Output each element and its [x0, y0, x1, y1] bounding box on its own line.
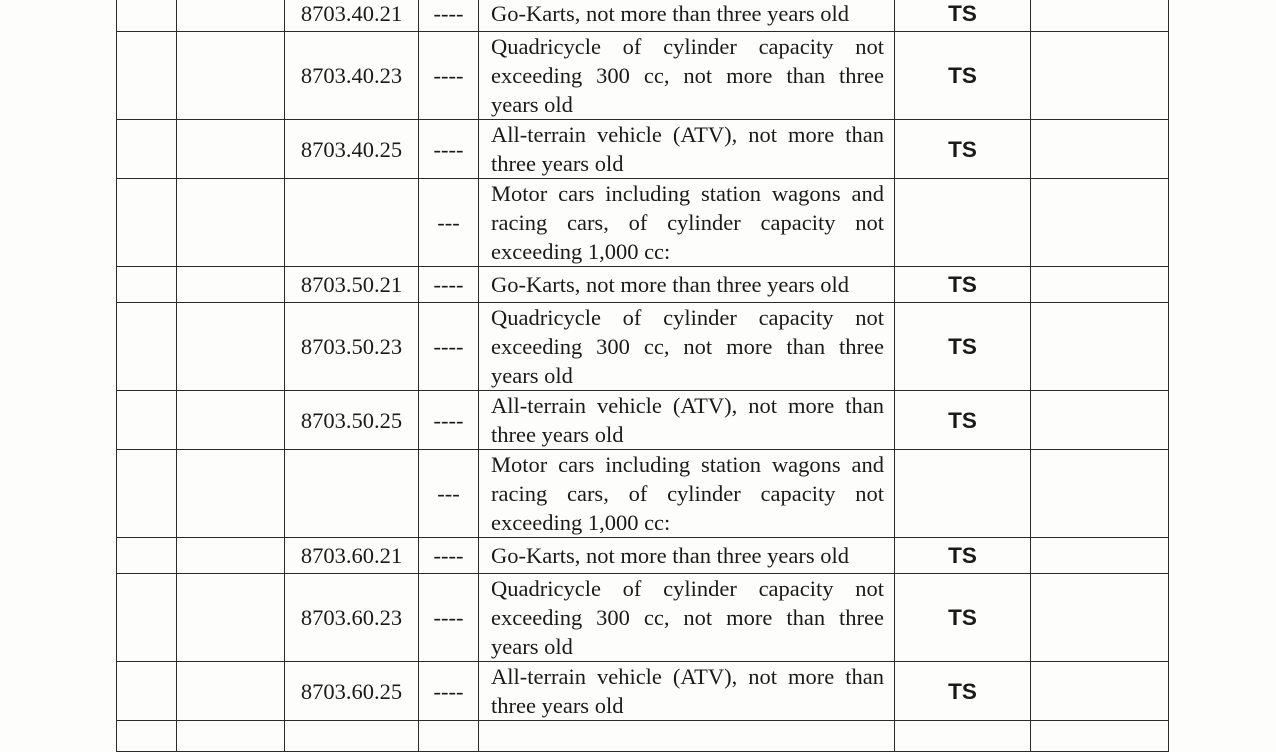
empty-cell — [1031, 120, 1169, 179]
table-row — [117, 120, 1169, 179]
description: All-terrain vehicle (ATV), not more than three years old — [479, 120, 895, 179]
level-dashes: ---- — [419, 662, 479, 721]
empty-cell — [1031, 450, 1169, 538]
empty-cell — [177, 450, 285, 538]
empty-cell — [117, 179, 177, 267]
empty-cell — [177, 721, 285, 752]
level-dashes: ---- — [419, 267, 479, 303]
category — [895, 450, 1031, 538]
empty-cell — [1031, 179, 1169, 267]
category: TS — [895, 391, 1031, 450]
category: TS — [895, 574, 1031, 662]
tariff-code: 8703.60.23 — [285, 574, 419, 662]
empty-cell — [117, 450, 177, 538]
empty-cell — [1031, 538, 1169, 574]
tariff-code: 8703.40.25 — [285, 120, 419, 179]
table-row — [117, 721, 1169, 752]
tariff-code: 8703.60.25 — [285, 662, 419, 721]
description: Go-Karts, not more than three years old — [479, 267, 895, 303]
category: TS — [895, 662, 1031, 721]
description: All-terrain vehicle (ATV), not more than three years old — [479, 391, 895, 450]
description: Quadricycle of cylinder capacity not exceeding 300 cc, not more than three years old — [479, 574, 895, 662]
tariff-code — [285, 450, 419, 538]
empty-cell — [117, 391, 177, 450]
description: Go-Karts, not more than three years old — [479, 538, 895, 574]
description: Quadricycle of cylinder capacity not exceeding 300 cc, not more than three years old — [479, 32, 895, 120]
empty-cell — [117, 574, 177, 662]
empty-cell — [1031, 662, 1169, 721]
empty-cell — [177, 538, 285, 574]
tariff-code — [285, 179, 419, 267]
description: Quadricycle of cylinder capacity not exceeding 300 cc, not more than three years old — [479, 303, 895, 391]
empty-cell — [177, 179, 285, 267]
level-dashes: --- — [419, 179, 479, 267]
empty-cell — [177, 662, 285, 721]
table-row — [117, 179, 1169, 267]
description: All-terrain vehicle (ATV), not more than three years old — [479, 662, 895, 721]
empty-cell — [177, 574, 285, 662]
category: TS — [895, 32, 1031, 120]
category — [895, 179, 1031, 267]
empty-cell — [117, 267, 177, 303]
description: Go-Karts, not more than three years old — [479, 0, 895, 32]
category: TS — [895, 0, 1031, 32]
empty-cell — [177, 267, 285, 303]
empty-cell — [177, 391, 285, 450]
level-dashes: ---- — [419, 303, 479, 391]
table-row — [117, 450, 1169, 538]
empty-cell — [1031, 391, 1169, 450]
level-dashes: ---- — [419, 574, 479, 662]
level-dashes: ---- — [419, 538, 479, 574]
level-dashes: --- — [419, 450, 479, 538]
category: TS — [895, 538, 1031, 574]
empty-cell — [177, 0, 285, 32]
tariff-table — [116, 0, 1169, 752]
empty-cell — [1031, 721, 1169, 752]
table-row — [117, 267, 1169, 303]
description: Motor cars including station wagons and racing cars, of cylinder capacity not exceeding 1,000 cc: — [479, 450, 895, 538]
empty-cell — [285, 721, 419, 752]
empty-cell — [1031, 267, 1169, 303]
empty-cell — [1031, 303, 1169, 391]
empty-cell — [117, 538, 177, 574]
category: TS — [895, 267, 1031, 303]
empty-cell — [117, 662, 177, 721]
empty-cell — [479, 721, 895, 752]
level-dashes: ---- — [419, 0, 479, 32]
table-row — [117, 0, 1169, 32]
empty-cell — [177, 120, 285, 179]
table-row — [117, 662, 1169, 721]
category: TS — [895, 120, 1031, 179]
tariff-code: 8703.60.21 — [285, 538, 419, 574]
empty-cell — [117, 0, 177, 32]
empty-cell — [1031, 0, 1169, 32]
level-dashes: ---- — [419, 32, 479, 120]
table-row — [117, 391, 1169, 450]
table-row — [117, 574, 1169, 662]
empty-cell — [117, 120, 177, 179]
tariff-code: 8703.50.23 — [285, 303, 419, 391]
table-row — [117, 303, 1169, 391]
empty-cell — [117, 32, 177, 120]
empty-cell — [1031, 32, 1169, 120]
table-row — [117, 32, 1169, 120]
empty-cell — [177, 32, 285, 120]
description: Motor cars including station wagons and racing cars, of cylinder capacity not exceeding 1,000 cc: — [479, 179, 895, 267]
empty-cell — [177, 303, 285, 391]
table-row — [117, 538, 1169, 574]
empty-cell — [117, 721, 177, 752]
tariff-code: 8703.40.21 — [285, 0, 419, 32]
tariff-code: 8703.50.25 — [285, 391, 419, 450]
category: TS — [895, 303, 1031, 391]
level-dashes: ---- — [419, 120, 479, 179]
empty-cell — [895, 721, 1031, 752]
tariff-code: 8703.40.23 — [285, 32, 419, 120]
level-dashes: ---- — [419, 391, 479, 450]
empty-cell — [1031, 574, 1169, 662]
empty-cell — [117, 303, 177, 391]
empty-cell — [419, 721, 479, 752]
tariff-code: 8703.50.21 — [285, 267, 419, 303]
